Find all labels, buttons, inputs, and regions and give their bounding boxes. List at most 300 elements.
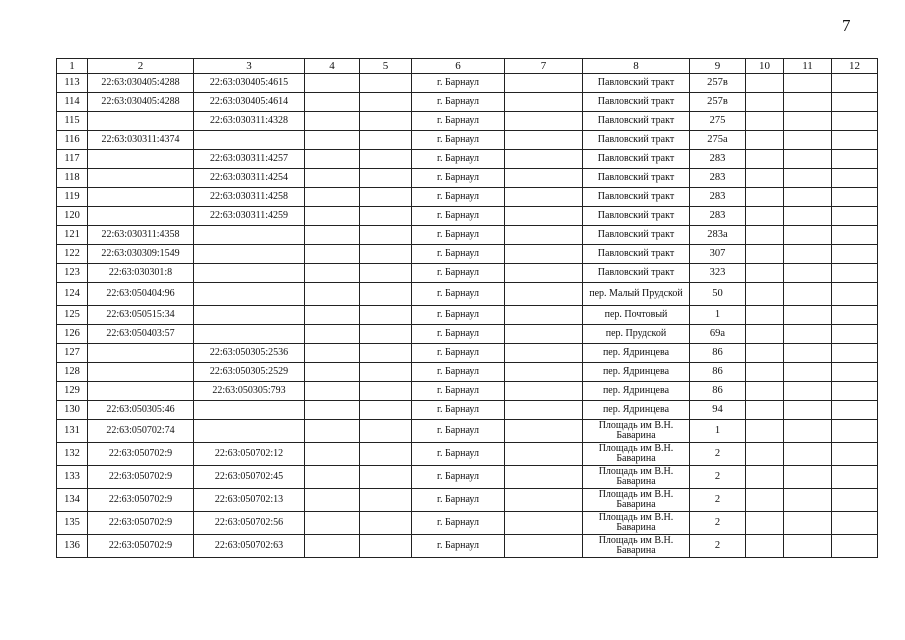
- street-cell: Площадь им В.Н. Баварина: [583, 489, 690, 512]
- cadastral-number-cell: [88, 207, 194, 226]
- table-cell: [784, 489, 832, 512]
- table-cell: [505, 169, 583, 188]
- table-cell: [832, 188, 878, 207]
- street-cell: пер. Ядринцева: [583, 363, 690, 382]
- cadastral-number-cell: 22:63:030405:4614: [194, 93, 305, 112]
- street-cell: Павловский тракт: [583, 131, 690, 150]
- table-cell: [360, 169, 412, 188]
- table-cell: [505, 283, 583, 306]
- table-row: [57, 420, 878, 443]
- city-cell: г. Барнаул: [412, 344, 505, 363]
- table-cell: [360, 363, 412, 382]
- table-cell: [305, 74, 360, 93]
- row-number-cell: 135: [57, 512, 88, 535]
- table-cell: [746, 325, 784, 344]
- column-header: 7: [505, 59, 583, 74]
- row-number-cell: 113: [57, 74, 88, 93]
- table-cell: [832, 207, 878, 226]
- city-cell: г. Барнаул: [412, 443, 505, 466]
- table-cell: [746, 112, 784, 131]
- row-number-cell: 116: [57, 131, 88, 150]
- table-cell: [505, 131, 583, 150]
- street-cell: Площадь им В.Н. Баварина: [583, 420, 690, 443]
- table-cell: [784, 443, 832, 466]
- table-cell: [784, 466, 832, 489]
- table-row: [57, 74, 878, 93]
- cadastral-number-cell: [194, 131, 305, 150]
- house-number-cell: 275: [690, 112, 746, 131]
- table-cell: [360, 401, 412, 420]
- table-cell: [832, 112, 878, 131]
- table-row: [57, 169, 878, 188]
- street-cell: Площадь им В.Н. Баварина: [583, 466, 690, 489]
- street-cell: пер. Ядринцева: [583, 344, 690, 363]
- city-cell: г. Барнаул: [412, 207, 505, 226]
- table-cell: [746, 226, 784, 245]
- table-cell: [305, 169, 360, 188]
- city-cell: г. Барнаул: [412, 245, 505, 264]
- cadastral-number-cell: 22:63:050702:56: [194, 512, 305, 535]
- table-row: [57, 535, 878, 558]
- table-cell: [360, 535, 412, 558]
- table-cell: [784, 245, 832, 264]
- row-number-cell: 136: [57, 535, 88, 558]
- table-cell: [360, 306, 412, 325]
- city-cell: г. Барнаул: [412, 264, 505, 283]
- table-cell: [746, 382, 784, 401]
- table-cell: [746, 169, 784, 188]
- cadastral-number-cell: [194, 325, 305, 344]
- street-cell: Павловский тракт: [583, 74, 690, 93]
- table-cell: [784, 283, 832, 306]
- cadastral-number-cell: [88, 150, 194, 169]
- cadastral-number-cell: [194, 264, 305, 283]
- table-cell: [832, 489, 878, 512]
- cadastral-number-cell: [194, 401, 305, 420]
- cadastral-number-cell: [194, 245, 305, 264]
- table-row: [57, 466, 878, 489]
- cadastral-number-cell: 22:63:050702:9: [88, 466, 194, 489]
- table-row: [57, 443, 878, 466]
- table-row: [57, 264, 878, 283]
- table-row: [57, 382, 878, 401]
- table-cell: [305, 93, 360, 112]
- table-cell: [360, 420, 412, 443]
- city-cell: г. Барнаул: [412, 401, 505, 420]
- cadastral-number-cell: 22:63:050305:2529: [194, 363, 305, 382]
- cadastral-number-cell: 22:63:030311:4374: [88, 131, 194, 150]
- row-number-cell: 124: [57, 283, 88, 306]
- row-number-cell: 130: [57, 401, 88, 420]
- city-cell: г. Барнаул: [412, 306, 505, 325]
- street-cell: Павловский тракт: [583, 169, 690, 188]
- table-cell: [305, 150, 360, 169]
- table-cell: [832, 245, 878, 264]
- city-cell: г. Барнаул: [412, 535, 505, 558]
- table-cell: [784, 112, 832, 131]
- table-cell: [832, 535, 878, 558]
- city-cell: г. Барнаул: [412, 150, 505, 169]
- row-number-cell: 125: [57, 306, 88, 325]
- header-row: [57, 59, 878, 74]
- table-cell: [746, 283, 784, 306]
- table-cell: [505, 306, 583, 325]
- page-number: 7: [842, 16, 851, 35]
- cadastral-number-cell: 22:63:030311:4358: [88, 226, 194, 245]
- street-cell: Площадь им В.Н. Баварина: [583, 535, 690, 558]
- house-number-cell: 2: [690, 443, 746, 466]
- house-number-cell: 257в: [690, 93, 746, 112]
- street-cell: пер. Прудской: [583, 325, 690, 344]
- table-body: [57, 74, 878, 558]
- table-cell: [784, 207, 832, 226]
- cadastral-number-cell: 22:63:050403:57: [88, 325, 194, 344]
- table-cell: [505, 325, 583, 344]
- table-cell: [832, 420, 878, 443]
- table-row: [57, 325, 878, 344]
- house-number-cell: 257в: [690, 74, 746, 93]
- table-cell: [305, 382, 360, 401]
- table-row: [57, 245, 878, 264]
- table-cell: [784, 325, 832, 344]
- table-row: [57, 207, 878, 226]
- registry-table: [56, 58, 878, 558]
- street-cell: Павловский тракт: [583, 188, 690, 207]
- table-cell: [505, 382, 583, 401]
- table-cell: [832, 169, 878, 188]
- cadastral-number-cell: 22:63:050702:9: [88, 443, 194, 466]
- table-cell: [832, 466, 878, 489]
- table-cell: [784, 264, 832, 283]
- table-cell: [305, 466, 360, 489]
- house-number-cell: 307: [690, 245, 746, 264]
- table-cell: [746, 443, 784, 466]
- cadastral-number-cell: 22:63:050515:34: [88, 306, 194, 325]
- cadastral-number-cell: [88, 344, 194, 363]
- city-cell: г. Барнаул: [412, 226, 505, 245]
- table-cell: [305, 112, 360, 131]
- table-row: [57, 131, 878, 150]
- cadastral-number-cell: 22:63:050702:45: [194, 466, 305, 489]
- city-cell: г. Барнаул: [412, 489, 505, 512]
- column-header: 12: [832, 59, 878, 74]
- row-number-cell: 128: [57, 363, 88, 382]
- table-cell: [746, 245, 784, 264]
- table-cell: [746, 306, 784, 325]
- table-cell: [784, 344, 832, 363]
- cadastral-number-cell: [88, 188, 194, 207]
- city-cell: г. Барнаул: [412, 169, 505, 188]
- house-number-cell: 2: [690, 512, 746, 535]
- table-cell: [746, 150, 784, 169]
- house-number-cell: 323: [690, 264, 746, 283]
- table-cell: [746, 264, 784, 283]
- table-cell: [360, 283, 412, 306]
- table-row: [57, 93, 878, 112]
- row-number-cell: 119: [57, 188, 88, 207]
- table-cell: [784, 512, 832, 535]
- city-cell: г. Барнаул: [412, 188, 505, 207]
- street-cell: Павловский тракт: [583, 245, 690, 264]
- column-header: 11: [784, 59, 832, 74]
- table-cell: [505, 512, 583, 535]
- street-cell: Площадь им В.Н. Баварина: [583, 443, 690, 466]
- table-row: [57, 306, 878, 325]
- table-cell: [360, 325, 412, 344]
- table-cell: [505, 489, 583, 512]
- city-cell: г. Барнаул: [412, 325, 505, 344]
- table-cell: [784, 226, 832, 245]
- table-cell: [832, 344, 878, 363]
- table-cell: [360, 489, 412, 512]
- table-cell: [784, 363, 832, 382]
- cadastral-number-cell: 22:63:050702:13: [194, 489, 305, 512]
- row-number-cell: 114: [57, 93, 88, 112]
- table-cell: [505, 150, 583, 169]
- table-cell: [305, 264, 360, 283]
- column-header: 3: [194, 59, 305, 74]
- house-number-cell: 283: [690, 188, 746, 207]
- table-cell: [505, 207, 583, 226]
- cadastral-number-cell: 22:63:050305:793: [194, 382, 305, 401]
- table-cell: [784, 401, 832, 420]
- table-cell: [360, 150, 412, 169]
- table-cell: [360, 382, 412, 401]
- table-cell: [305, 207, 360, 226]
- table-row: [57, 363, 878, 382]
- table-cell: [832, 306, 878, 325]
- cadastral-number-cell: 22:63:050702:74: [88, 420, 194, 443]
- row-number-cell: 121: [57, 226, 88, 245]
- table-cell: [746, 489, 784, 512]
- row-number-cell: 115: [57, 112, 88, 131]
- column-header: 10: [746, 59, 784, 74]
- street-cell: Павловский тракт: [583, 264, 690, 283]
- row-number-cell: 129: [57, 382, 88, 401]
- table-cell: [360, 443, 412, 466]
- table-cell: [746, 420, 784, 443]
- street-cell: пер. Ядринцева: [583, 401, 690, 420]
- cadastral-number-cell: 22:63:050702:9: [88, 489, 194, 512]
- table-cell: [746, 512, 784, 535]
- cadastral-number-cell: 22:63:030311:4257: [194, 150, 305, 169]
- table-cell: [360, 188, 412, 207]
- row-number-cell: 120: [57, 207, 88, 226]
- table-cell: [360, 264, 412, 283]
- column-header: 1: [57, 59, 88, 74]
- table-cell: [360, 112, 412, 131]
- table-cell: [832, 443, 878, 466]
- table-cell: [746, 207, 784, 226]
- house-number-cell: 94: [690, 401, 746, 420]
- table-cell: [832, 401, 878, 420]
- row-number-cell: 117: [57, 150, 88, 169]
- house-number-cell: 2: [690, 535, 746, 558]
- table-cell: [360, 245, 412, 264]
- table-cell: [832, 363, 878, 382]
- table-cell: [360, 93, 412, 112]
- table-cell: [746, 131, 784, 150]
- table-row: [57, 150, 878, 169]
- table-cell: [505, 93, 583, 112]
- table-row: [57, 283, 878, 306]
- table-cell: [784, 169, 832, 188]
- house-number-cell: 2: [690, 466, 746, 489]
- house-number-cell: 283а: [690, 226, 746, 245]
- table-cell: [305, 306, 360, 325]
- table-cell: [305, 363, 360, 382]
- table-cell: [784, 306, 832, 325]
- cadastral-number-cell: 22:63:050702:63: [194, 535, 305, 558]
- table-cell: [360, 74, 412, 93]
- house-number-cell: 86: [690, 363, 746, 382]
- row-number-cell: 134: [57, 489, 88, 512]
- cadastral-number-cell: 22:63:050702:12: [194, 443, 305, 466]
- cadastral-number-cell: [88, 363, 194, 382]
- street-cell: пер. Почтовый: [583, 306, 690, 325]
- city-cell: г. Барнаул: [412, 131, 505, 150]
- street-cell: пер. Ядринцева: [583, 382, 690, 401]
- house-number-cell: 1: [690, 306, 746, 325]
- table-cell: [746, 74, 784, 93]
- table-cell: [505, 420, 583, 443]
- table-cell: [832, 93, 878, 112]
- street-cell: Павловский тракт: [583, 93, 690, 112]
- table-cell: [832, 512, 878, 535]
- table-cell: [505, 188, 583, 207]
- house-number-cell: 1: [690, 420, 746, 443]
- table-cell: [360, 512, 412, 535]
- street-cell: Павловский тракт: [583, 207, 690, 226]
- table-cell: [784, 420, 832, 443]
- cadastral-number-cell: [194, 283, 305, 306]
- city-cell: г. Барнаул: [412, 512, 505, 535]
- column-header: 8: [583, 59, 690, 74]
- cadastral-number-cell: 22:63:030311:4328: [194, 112, 305, 131]
- table-cell: [305, 443, 360, 466]
- table-cell: [505, 112, 583, 131]
- table-cell: [505, 363, 583, 382]
- house-number-cell: 2: [690, 489, 746, 512]
- table-cell: [832, 131, 878, 150]
- cadastral-number-cell: [88, 382, 194, 401]
- house-number-cell: 283: [690, 169, 746, 188]
- row-number-cell: 126: [57, 325, 88, 344]
- table-row: [57, 489, 878, 512]
- cadastral-number-cell: 22:63:030405:4615: [194, 74, 305, 93]
- column-header: 4: [305, 59, 360, 74]
- cadastral-number-cell: 22:63:030311:4254: [194, 169, 305, 188]
- city-cell: г. Барнаул: [412, 74, 505, 93]
- table-cell: [505, 226, 583, 245]
- row-number-cell: 131: [57, 420, 88, 443]
- table-cell: [505, 264, 583, 283]
- cadastral-number-cell: [88, 112, 194, 131]
- table-cell: [305, 344, 360, 363]
- cadastral-number-cell: 22:63:030311:4258: [194, 188, 305, 207]
- table-cell: [360, 226, 412, 245]
- table-row: [57, 188, 878, 207]
- table-cell: [305, 226, 360, 245]
- table-cell: [360, 344, 412, 363]
- street-cell: Павловский тракт: [583, 112, 690, 131]
- street-cell: Площадь им В.Н. Баварина: [583, 512, 690, 535]
- city-cell: г. Барнаул: [412, 466, 505, 489]
- house-number-cell: 275а: [690, 131, 746, 150]
- house-number-cell: 86: [690, 382, 746, 401]
- table-cell: [746, 188, 784, 207]
- table-cell: [746, 401, 784, 420]
- cadastral-number-cell: 22:63:050305:46: [88, 401, 194, 420]
- row-number-cell: 127: [57, 344, 88, 363]
- table-row: [57, 401, 878, 420]
- cadastral-number-cell: [194, 420, 305, 443]
- cadastral-number-cell: 22:63:030309:1549: [88, 245, 194, 264]
- street-cell: пер. Малый Прудской: [583, 283, 690, 306]
- table-cell: [505, 245, 583, 264]
- cadastral-number-cell: [194, 226, 305, 245]
- cadastral-number-cell: 22:63:050702:9: [88, 535, 194, 558]
- table-cell: [305, 512, 360, 535]
- table-cell: [832, 283, 878, 306]
- table-cell: [784, 131, 832, 150]
- column-header: 6: [412, 59, 505, 74]
- table-cell: [360, 131, 412, 150]
- table-cell: [305, 535, 360, 558]
- table-cell: [784, 535, 832, 558]
- table-cell: [305, 188, 360, 207]
- table-cell: [746, 363, 784, 382]
- city-cell: г. Барнаул: [412, 363, 505, 382]
- column-header: 9: [690, 59, 746, 74]
- table-cell: [746, 466, 784, 489]
- row-number-cell: 122: [57, 245, 88, 264]
- cadastral-number-cell: [194, 306, 305, 325]
- table-cell: [784, 93, 832, 112]
- column-header: 2: [88, 59, 194, 74]
- house-number-cell: 283: [690, 207, 746, 226]
- cadastral-number-cell: 22:63:050702:9: [88, 512, 194, 535]
- table-cell: [305, 489, 360, 512]
- table-row: [57, 226, 878, 245]
- table-row: [57, 344, 878, 363]
- city-cell: г. Барнаул: [412, 93, 505, 112]
- house-number-cell: 50: [690, 283, 746, 306]
- table-cell: [746, 93, 784, 112]
- table-cell: [505, 443, 583, 466]
- table-cell: [832, 226, 878, 245]
- table-cell: [784, 150, 832, 169]
- table-cell: [832, 382, 878, 401]
- city-cell: г. Барнаул: [412, 283, 505, 306]
- table-cell: [505, 466, 583, 489]
- row-number-cell: 132: [57, 443, 88, 466]
- house-number-cell: 283: [690, 150, 746, 169]
- table-cell: [746, 344, 784, 363]
- table-cell: [305, 283, 360, 306]
- house-number-cell: 69а: [690, 325, 746, 344]
- table-cell: [305, 401, 360, 420]
- cadastral-number-cell: 22:63:030301:8: [88, 264, 194, 283]
- city-cell: г. Барнаул: [412, 112, 505, 131]
- table-cell: [832, 150, 878, 169]
- table-cell: [746, 535, 784, 558]
- table-cell: [505, 344, 583, 363]
- house-number-cell: 86: [690, 344, 746, 363]
- column-header: 5: [360, 59, 412, 74]
- cadastral-number-cell: 22:63:030405:4288: [88, 74, 194, 93]
- table-cell: [305, 325, 360, 344]
